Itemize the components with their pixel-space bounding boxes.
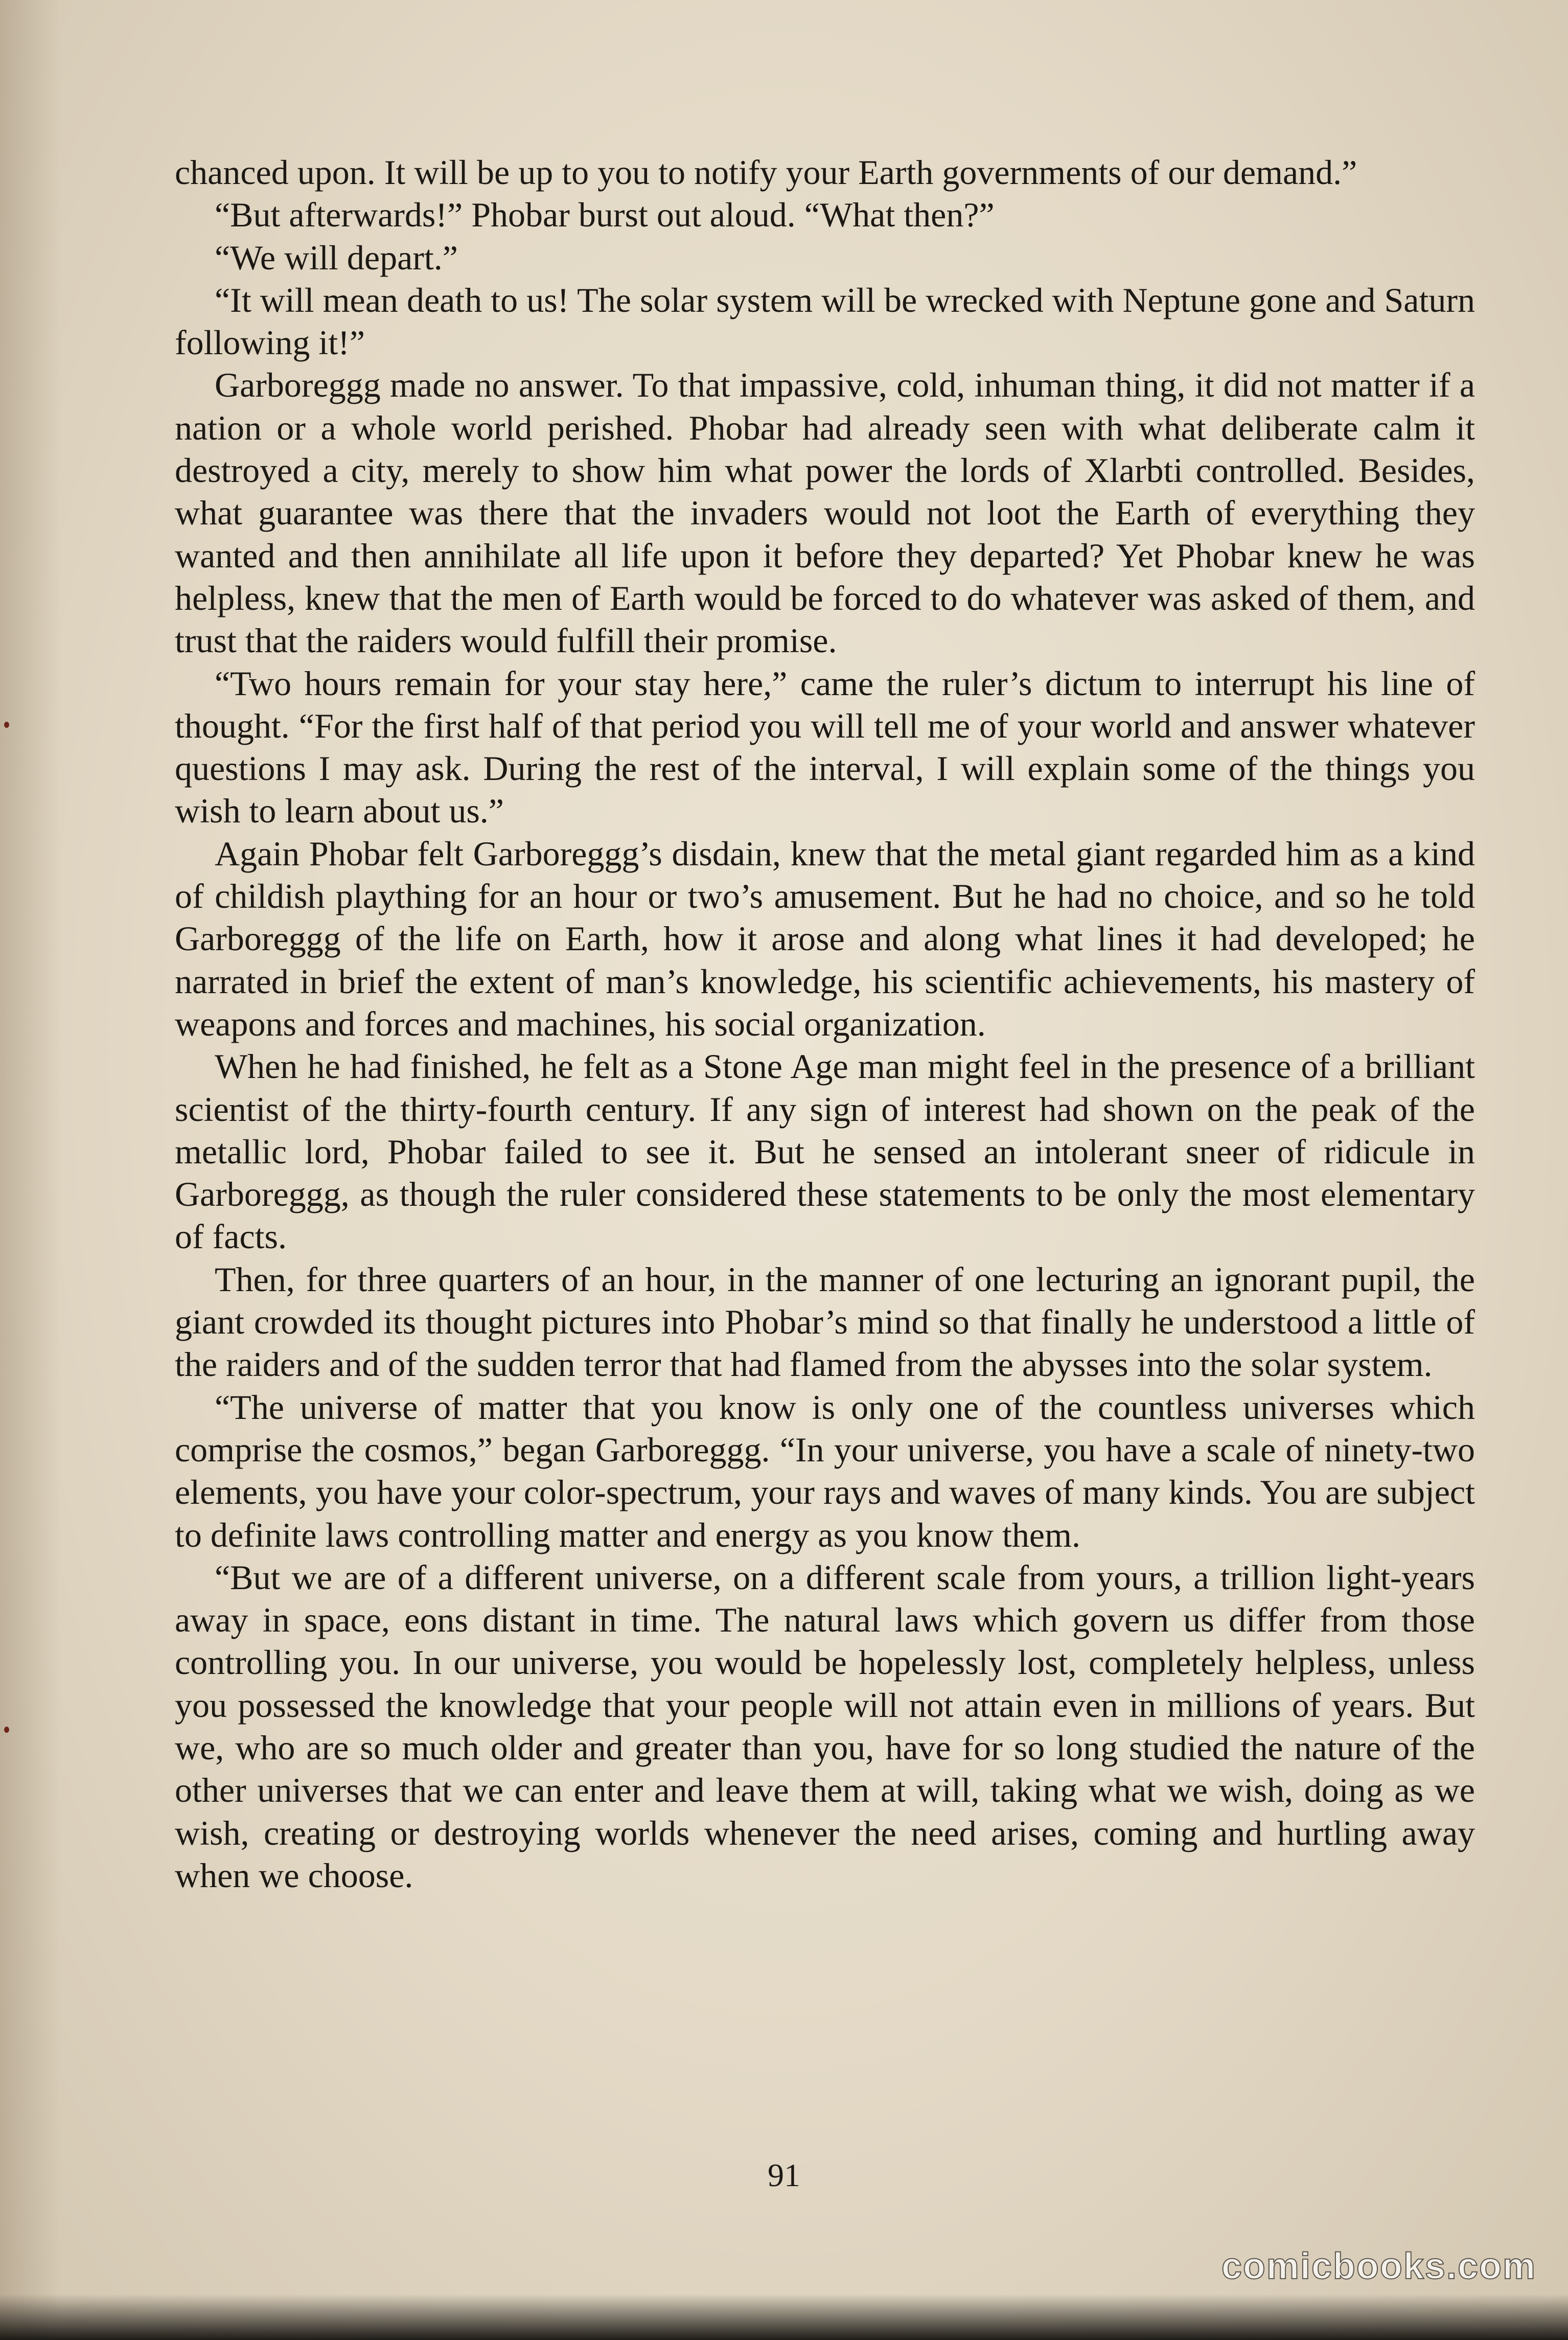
page-edge-mark bbox=[4, 1727, 9, 1733]
site-watermark: comicbooks.com bbox=[1221, 2246, 1536, 2287]
paragraph: “But we are of a different universe, on a different scale from yours, a trillion light-years away in space, eons distant in time. The natural laws which govern us differ from those controlling you. In our universe, you would be hopelessly lost, completely helpless, unless you possessed the knowledge that your people will not attain even in millions of years. But we, who are so much older and greater than you, have for so long studied the nature of the other universes that we can enter and leave them at will, taking what we wish, doing as we wish, creating or destroying worlds whenever the need arises, coming and hurtling away when we choose. bbox=[175, 1557, 1475, 1895]
paragraph: When he had finished, he felt as a Stone Age man might feel in the presence of a brilliant scientist of the thirty-fourth century. If any sign of interest had shown on the peak of the metallic lord, Phobar failed to see it. But he sensed an intolerant sneer of ridicule in Garboreggg, as though the ruler considered these statements to be only the most elementary of facts. bbox=[175, 1047, 1475, 1256]
page-edge-mark bbox=[4, 722, 9, 728]
paragraph: chanced upon. It will be up to you to notify your Earth governments of our demand.” bbox=[175, 153, 1357, 192]
paragraph: Garboreggg made no answer. To that impassive, cold, inhuman thing, it did not matter if a nation or a whole world perished. Phobar had already seen with what deliberate calm it destroyed a city, merely to show him what power the lords of Xlarbti controlled. Besides, what guarantee was there that the invaders would not loot the Earth of everything they wanted and then annihilate all life upon it before they departed? Yet Phobar knew he was helpless, knew that the men of Earth would be forced to do whatever was asked of them, and trust that the raiders would fulfill their promise. bbox=[175, 365, 1475, 660]
paragraph: Then, for three quarters of an hour, in the manner of one lecturing an ignorant pupil, the giant crowded its thought pictures into Phobar’s mind so that finally he understood a little of the raiders and of the sudden terror that had flamed from the abysses into the solar system. bbox=[175, 1259, 1475, 1384]
page-number: 91 bbox=[768, 2157, 800, 2193]
paragraph: “The universe of matter that you know is only one of the countless universes which comprise the cosmos,” began Garboreggg. “In your universe, you have a scale of ninety-two elements, you have your color-spectrum, your rays and waves of many kinds. You are subject to definite laws controlling matter and energy as you know them. bbox=[175, 1387, 1475, 1554]
paragraph: Again Phobar felt Garboreggg’s disdain, knew that the metal giant regarded him as a kind of childish plaything for an hour or two’s amusement. But he had no choice, and so he told Garboreggg of the life on Earth, how it arose and along what lines it had developed; he narrated in brief the extent of man’s knowledge, his scientific achievements, his mastery of weapons and forces and machines, his social organization. bbox=[175, 834, 1475, 1043]
paragraph: “We will depart.” bbox=[215, 238, 458, 277]
paragraph: “But afterwards!” Phobar burst out aloud. “What then?” bbox=[215, 195, 995, 235]
body-text bbox=[175, 151, 1475, 1897]
paragraph: “It will mean death to us! The solar system will be wrecked with Neptune gone and Saturn following it!” bbox=[175, 280, 1475, 362]
paragraph: “Two hours remain for your stay here,” came the ruler’s dictum to interrupt his line of thought. “For the first half of that period you will tell me of your world and answer whatever questions I may ask. During the rest of the interval, I will explain some of the things you wish to learn about us.” bbox=[175, 663, 1475, 831]
